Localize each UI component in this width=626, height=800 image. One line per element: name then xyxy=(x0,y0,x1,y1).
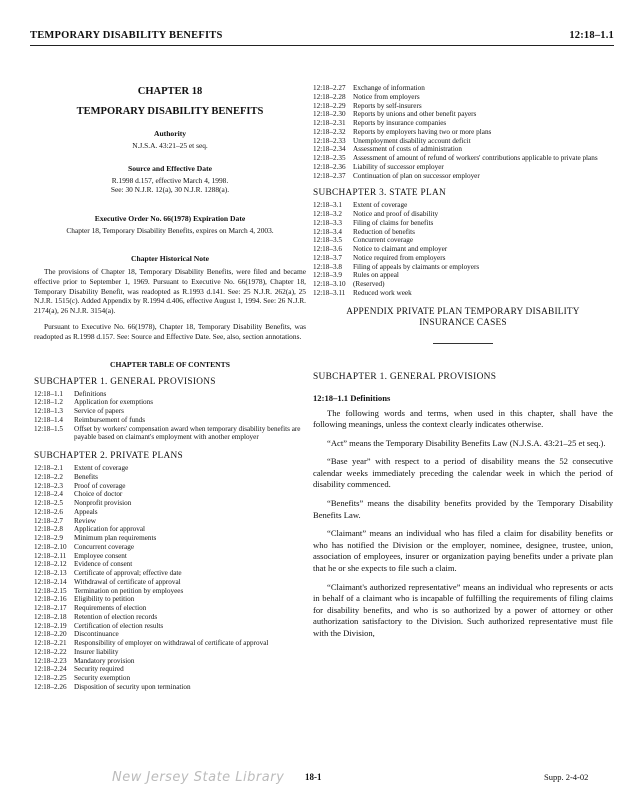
toc-entry[interactable]: 12:18–1.3 Service of papers xyxy=(34,407,124,416)
toc-subchapter-3-title: SUBCHAPTER 3. STATE PLAN xyxy=(313,188,447,199)
definitions-intro: The following words and terms, when used in this chapter, shall have the following meanings, unless the context clearly indicates otherwise. xyxy=(313,407,613,430)
executive-order-heading: Executive Order No. 66(1978) Expiration Date xyxy=(94,213,246,223)
toc-entry[interactable]: 12:18–2.23 Mandatory provision xyxy=(34,656,135,665)
toc-entry[interactable]: 12:18–2.34 Assessment of costs of administration xyxy=(313,145,462,154)
toc-entry[interactable]: 12:18–2.27 Exchange of information xyxy=(313,84,425,92)
toc-entry[interactable]: 12:18–2.36 Liability of successor employer xyxy=(313,162,444,171)
toc-subchapter-1-title: SUBCHAPTER 1. GENERAL PROVISIONS xyxy=(34,376,216,387)
toc-entry[interactable]: 12:18–2.31 Reports by insurance companies xyxy=(313,119,447,127)
toc-entry[interactable]: 12:18–2.20 Discontinuance xyxy=(34,630,119,639)
toc-appendix[interactable]: APPENDIX PRIVATE PLAN TEMPORARY DISABILITY INSURANCE CASES xyxy=(346,306,580,328)
toc-entry[interactable]: 12:18–2.6 Appeals xyxy=(34,507,98,516)
toc-entry[interactable]: 12:18–2.19 Certification of election results xyxy=(34,621,164,630)
toc-entry[interactable]: 12:18–2.4 Choice of doctor xyxy=(34,490,123,499)
toc-entry[interactable]: 12:18–3.4 Reduction of benefits xyxy=(313,227,415,236)
toc-entry[interactable]: 12:18–2.1 Extent of coverage xyxy=(34,464,129,473)
toc-entry[interactable]: 12:18–2.25 Security exemption xyxy=(34,674,131,683)
definition-base-year: “Base year” with respect to a period of disability means the 52 consecutive calendar weeks immediately preceding the calendar week in which the period of disability commenced. xyxy=(313,456,613,490)
toc-entry[interactable]: 12:18–2.35 Assessment of amount of refund of workers' contributions applicable to private plans xyxy=(313,154,598,162)
running-header-section: 12:18–1.1 xyxy=(569,30,614,41)
historical-note-paragraph-2: Pursuant to Executive No. 66(1978), Chapter 18, Temporary Disability Benefits, was readopted as R.1998 d.157. See: Source and Effective Date. See, also, section annotations. xyxy=(34,322,306,341)
toc-entry[interactable]: 12:18–3.9 Rules on appeal xyxy=(313,271,399,280)
authority-heading: Authority xyxy=(153,129,187,138)
chapter-label: CHAPTER 18 xyxy=(137,86,203,97)
body-subchapter-heading: SUBCHAPTER 1. GENERAL PROVISIONS xyxy=(313,371,497,382)
source-line-1: R.1998 d.157, effective March 4, 1998. xyxy=(111,175,229,185)
toc-entry[interactable]: 12:18–2.2 Benefits xyxy=(34,472,98,481)
toc-entry[interactable]: 12:18–2.17 Requirements of election xyxy=(34,604,147,613)
toc-entry[interactable]: 12:18–2.16 Eligibility to petition xyxy=(34,595,135,604)
source-line-2: See: 30 N.J.R. 12(a), 30 N.J.R. 1288(a). xyxy=(110,185,230,195)
toc-subchapter-3-list xyxy=(313,201,613,297)
right-column xyxy=(313,84,613,647)
toc-entry[interactable]: 12:18–2.28 Notice from employers xyxy=(313,92,420,101)
toc-subchapter-2-list xyxy=(34,464,306,692)
toc-entry[interactable]: 12:18–2.11 Employee consent xyxy=(34,551,127,560)
toc-entry[interactable]: 12:18–3.10 (Reserved) xyxy=(313,280,385,288)
toc-entry[interactable]: 12:18–2.21 Responsibility of employer on withdrawal of certificate of approval xyxy=(34,639,269,648)
toc-subchapter-2-title: SUBCHAPTER 2. PRIVATE PLANS xyxy=(34,451,183,462)
executive-order-text: Chapter 18, Temporary Disability Benefits, expires on March 4, 2003. xyxy=(66,225,274,235)
toc-entry[interactable]: 12:18–2.26 Disposition of security upon termination xyxy=(34,682,191,691)
toc-entry[interactable]: 12:18–3.2 Notice and proof of disability xyxy=(313,210,439,218)
definition-authorized-representative: “Claimant's authorized representative” means an individual who represents or acts in behalf of a claimant who is incapable of fulfilling the requirements of filing claims for disability benefits, and who is so authorized by a power of attorney or other authorization satisfactory to the Division. Such authorized representative must file with the Division, xyxy=(313,581,613,638)
toc-entry[interactable]: 12:18–2.24 Security required xyxy=(34,665,124,674)
definition-benefits: “Benefits” means the disability benefits provided by the Temporary Disability Benefits Law. xyxy=(313,498,613,520)
toc-entry[interactable]: 12:18–3.5 Concurrent coverage xyxy=(313,236,414,245)
toc-title: CHAPTER TABLE OF CONTENTS xyxy=(110,359,230,369)
toc-entry[interactable]: 12:18–1.4 Reimbursement of funds xyxy=(34,415,146,424)
page-footer xyxy=(0,768,626,788)
historical-note-paragraph-1: The provisions of Chapter 18, Temporary Disability Benefits, were filed and became effective prior to September 1, 1969. Pursuant to Executive No. 66(1978), Chapter 18, Temporary Disability Benefit, was readopted as R.1993 d.141. See: 25 N.J.R. 262(a), 25 N.J.R. 1515(c). Added Appendix by R.1994 d.406, effective August 1, 1994. See: 26 N.J.R. 2174(a), 26 N.J.R. 3154(a). xyxy=(34,267,306,315)
toc-entry[interactable]: 12:18–3.6 Notice to claimant and employer xyxy=(313,245,448,253)
toc-entry[interactable]: 12:18–1.2 Application for exemptions xyxy=(34,398,154,407)
toc-entry[interactable]: 12:18–1.5 Offset by workers' compensation award when temporary disability benefits are payable based on claimant's employment with another employer xyxy=(34,424,301,442)
chapter-title: TEMPORARY DISABILITY BENEFITS xyxy=(76,106,264,117)
running-header xyxy=(30,30,614,46)
toc-entry[interactable]: 12:18–2.37 Continuation of plan on successor employer xyxy=(313,171,480,180)
toc-subchapter-1-list xyxy=(34,390,306,443)
library-stamp: New Jersey State Library xyxy=(112,770,285,785)
page-number: 18-1 xyxy=(305,772,322,782)
source-heading: Source and Effective Date xyxy=(127,163,212,173)
left-column xyxy=(34,86,306,692)
section-divider xyxy=(433,343,493,344)
toc-entry[interactable]: 12:18–2.12 Evidence of consent xyxy=(34,560,133,569)
toc-entry[interactable]: 12:18–2.29 Reports by self-insurers xyxy=(313,101,422,110)
toc-entry[interactable]: 12:18–2.13 Certificate of approval; effective date xyxy=(34,569,182,578)
toc-entry[interactable]: 12:18–2.3 Proof of coverage xyxy=(34,481,126,490)
toc-entry[interactable]: 12:18–2.30 Reports by unions and other benefit payers xyxy=(313,110,477,119)
running-header-title: TEMPORARY DISABILITY BENEFITS xyxy=(30,30,223,41)
toc-entry[interactable]: 12:18–2.22 Insurer liability xyxy=(34,647,119,656)
toc-subchapter-2-continued-list xyxy=(313,84,613,180)
definition-act: “Act” means the Temporary Disability Benefits Law (N.J.S.A. 43:21–25 et seq.). xyxy=(327,437,606,448)
toc-entry[interactable]: 12:18–3.1 Extent of coverage xyxy=(313,201,408,210)
toc-entry[interactable]: 12:18–3.7 Notice required from employers xyxy=(313,253,446,262)
toc-entry[interactable]: 12:18–3.3 Filing of claims for benefits xyxy=(313,218,434,227)
toc-entry[interactable]: 12:18–2.18 Retention of election records xyxy=(34,612,158,621)
toc-entry[interactable]: 12:18–3.8 Filing of appeals by claimants or employers xyxy=(313,262,480,271)
toc-entry[interactable]: 12:18–2.32 Reports by employers having two or more plans xyxy=(313,127,492,136)
authority-text: N.J.S.A. 43:21–25 et seq. xyxy=(132,141,208,150)
toc-entry[interactable]: 12:18–3.11 Reduced work week xyxy=(313,288,412,297)
toc-entry[interactable]: 12:18–2.14 Withdrawal of certificate of approval xyxy=(34,577,181,586)
supplement-date: Supp. 2-4-02 xyxy=(544,772,589,782)
toc-entry[interactable]: 12:18–1.1 Definitions xyxy=(34,389,107,398)
toc-entry[interactable]: 12:18–2.5 Nonprofit provision xyxy=(34,499,132,508)
definition-claimant: “Claimant” means an individual who has filed a claim for disability benefits or who has notified the Division or the employer, nominee, designee, trustee, union, association of employees, insurer or organization paying benefits under a private plan that he or she expects to file such a claim. xyxy=(313,528,613,574)
toc-entry[interactable]: 12:18–2.8 Application for approval xyxy=(34,525,146,534)
toc-entry[interactable]: 12:18–2.33 Unemployment disability account deficit xyxy=(313,136,471,145)
toc-entry[interactable]: 12:18–2.10 Concurrent coverage xyxy=(34,542,135,551)
section-heading-definitions: 12:18–1.1 Definitions xyxy=(313,392,391,403)
toc-entry[interactable]: 12:18–2.15 Termination on petition by employees xyxy=(34,586,184,595)
toc-entry[interactable]: 12:18–2.9 Minimum plan requirements xyxy=(34,534,157,543)
toc-entry[interactable]: 12:18–2.7 Review xyxy=(34,516,96,525)
historical-note-heading: Chapter Historical Note xyxy=(131,254,209,264)
